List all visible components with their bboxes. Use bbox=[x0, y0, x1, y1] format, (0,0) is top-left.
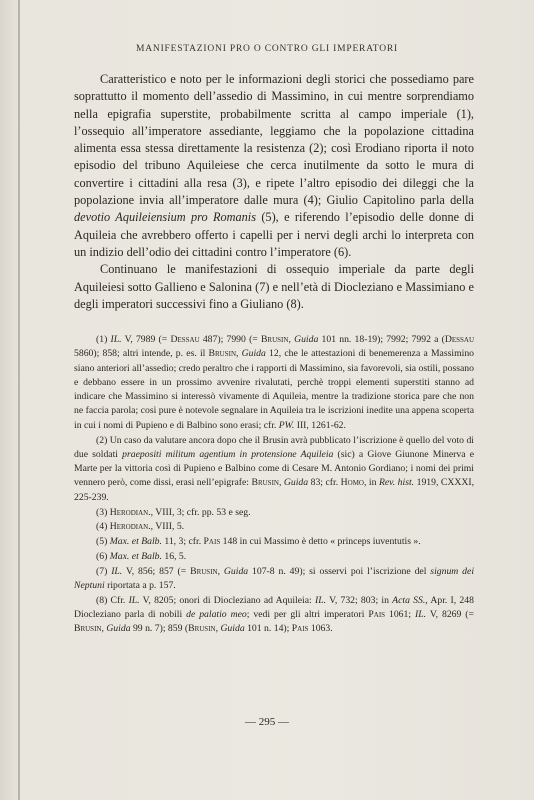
binding-gutter bbox=[18, 0, 20, 800]
footnote-2: (2) Un caso da valutare ancora dopo che il Brusin avrà pubblicato l’iscrizione è quello del voto di due soldati praepositi militum agentium in protensione Aquileia (sic) a Giove Giunone Minerva e Marte per la vittoria così di Pupieno e Balbino come di Cesare M. Antonio Gordiano; i nomi dei primi vennero però, come dissi, erasi nell’epigrafe: Brusin, Guida 83; cfr. Homo, in Rev. hist. 1919, CXXXI, 225-239. bbox=[74, 434, 474, 503]
footnote-8: (8) Cfr. IL. V, 8205; onori di Diocleziano ad Aquileia: IL. V, 732; 803; in Acta SS., Apr. I, 248 Diocleziano parla di nobili de palatio meo; vedi per gli altri imperatori Pais 1061; IL. V, 8269 (= Brusin, Guida 99 n. 7); 859 (Brusin, Guida 101 n. 14); Pais 1063. bbox=[74, 594, 474, 635]
paragraph: Continuano le manifestazioni di ossequio imperiale da parte degli Aquileiesi sotto Gallieno e Salonina (7) e nell’età di Diocleziano e Massimiano e degli imperatori successivi fino a Giuliano (8). bbox=[74, 262, 474, 311]
footnotes bbox=[74, 333, 474, 637]
footnote-5: (5) Max. et Balb. 11, 3; cfr. Pais 148 in cui Massimo è detto « princeps iuventutis ». bbox=[96, 536, 421, 548]
paragraph: Caratteristico e noto per le informazioni degli storici che possediamo pare soprattutto il momento dell’assedio di Massimino, in cui mentre sorprendiamo nella epigrafia superstite, probabilmente scritta al campo imperiale (1), l’ossequio all’imperatore assediante, leggiamo che la popolazione cittadina alimenta essa stessa direttamente la resistenza (2); così Erodiano riporta il noto episodio del tribuno Aquileiese che cerca inutilmente da sotto le mura di convertire i cittadini alla resa (3), e ripete l’altro episodio dei dileggi che la popolazione invia all’imperatore dalle mura (4); Giulio Capitolino parla della devotio Aquileiensium pro Romanis (5), e riferendo l’episodio delle donne di Aquileia che avrebbero offerto i capelli per i nervi degli archi lo interpreta con un indizio dell’odio dei cittadini contro l’imperatore (6). bbox=[74, 72, 474, 259]
running-header: MANIFESTAZIONI PRO O CONTRO GLI IMPERATORI bbox=[136, 44, 398, 54]
main-text bbox=[74, 71, 474, 313]
footnote-4: (4) Herodian., VIII, 5. bbox=[96, 521, 185, 533]
footnote-3: (3) Herodian., VIII, 3; cfr. pp. 53 e seg. bbox=[96, 506, 251, 518]
page-number: — 295 — bbox=[245, 716, 289, 728]
footnote-6: (6) Max. et Balb. 16, 5. bbox=[96, 550, 187, 562]
footnote-1: (1) IL. V, 7989 (= Dessau 487); 7990 (= Brusin, Guida 101 nn. 18-19); 7992; 7992 a (Dessau 5860); 858; altri intende, p. es. il Brusin, Guida 12, che le attestazioni di benemerenza a Massimino siano anteriori all’assedio; credo peraltro che i rapporti di Massimino, sia favorevoli, sia ostili, possano e debbano essere in un prossimo avvenire rivalutati, perchè troppi elementi superstiti stanno ad indicare che Massimino si interessò vivamente di Aquileia, mentre la tradizione storica pare che non ne faccia parola; così pure è notevole segnalare in Aquileia tra le iscrizioni inedite una appena scoperta in cui i nomi di Pupieno e di Balbino sono erasi; cfr. PW. III, 1261-62. bbox=[74, 334, 475, 431]
footnote-7: (7) IL. V, 856; 857 (= Brusin, Guida 107-8 n. 49); si osservi poi l’iscrizione del signum dei Neptuni riportata a p. 157. bbox=[74, 565, 475, 592]
